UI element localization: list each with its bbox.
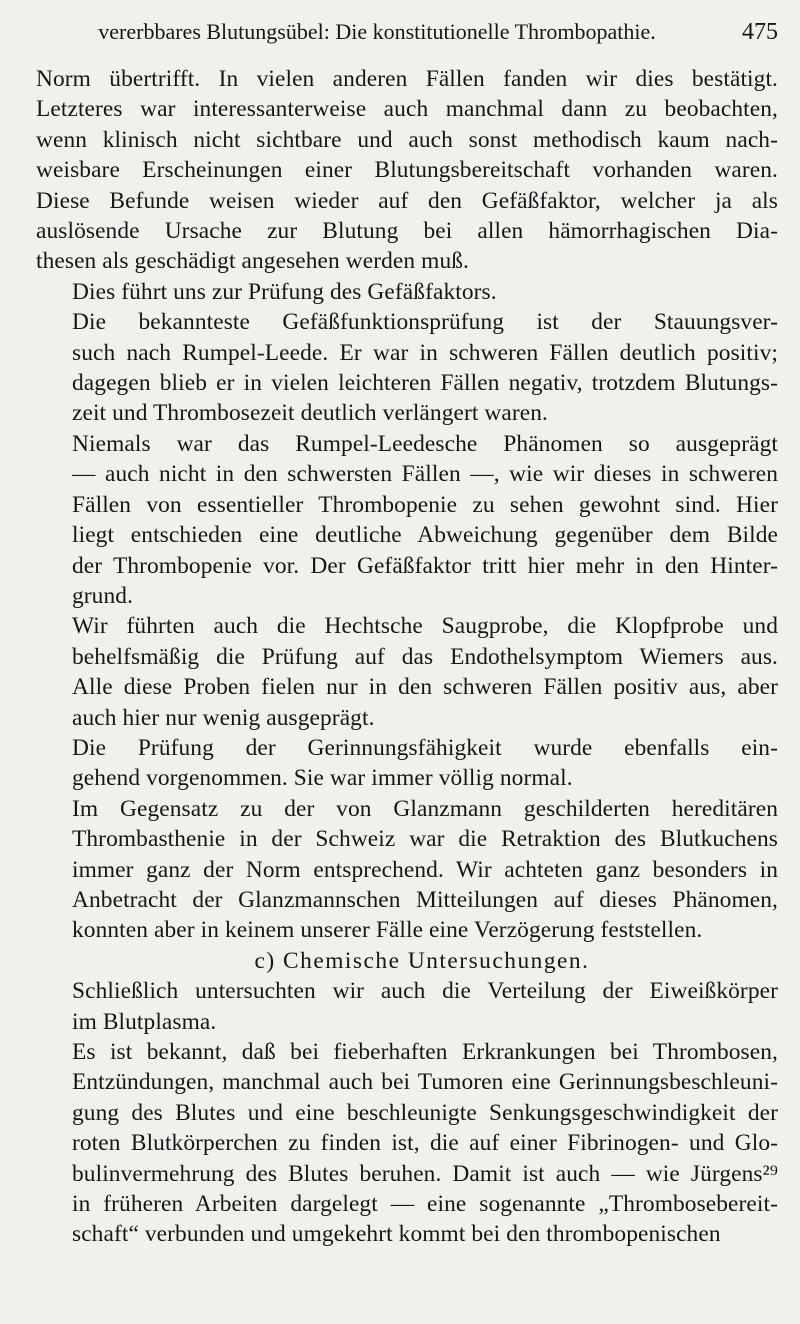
- text-line: Wir führten auch die Hechtsche Saugprobe, die Klopfprobe und: [72, 613, 778, 640]
- paragraph: [36, 733, 778, 794]
- text-line: Fällen von essentieller Thrombopenie zu sehen gewohnt sind. Hier: [72, 491, 778, 518]
- text-line: roten Blutkörperchen zu finden ist, die auf einer Fibrinogen- und Glo-: [72, 1130, 778, 1157]
- text-line: auslösende Ursache zur Blutung bei allen hämorrhagischen Dia-: [36, 218, 778, 245]
- text-line: gehend vorgenommen. Sie war immer völlig normal.: [72, 765, 573, 792]
- text-line: Letzteres war interessanterweise auch manchmal dann zu beobachten,: [36, 96, 778, 123]
- text-line: auch hier nur wenig ausgeprägt.: [72, 704, 375, 731]
- text-line: Diese Befunde weisen wieder auf den Gefäßfaktor, welcher ja als: [36, 187, 778, 214]
- paragraph: [36, 611, 778, 733]
- body-text: [36, 64, 778, 1250]
- text-line: Anbetracht der Glanzmannschen Mitteilungen auf dieses Phänomen,: [72, 886, 778, 913]
- paragraph: [36, 794, 778, 946]
- text-line: grund.: [72, 582, 134, 609]
- text-line: konnten aber in keinem unserer Fälle eine Verzögerung feststellen.: [72, 917, 703, 944]
- text-line: Im Gegensatz zu der von Glanzmann geschilderten hereditären: [72, 795, 778, 822]
- text-line: — auch nicht in den schwersten Fällen —, wie wir dieses in schweren: [72, 461, 778, 488]
- text-line: in früheren Arbeiten dargelegt — eine sogenannte „Thrombosebereit-: [72, 1191, 778, 1218]
- text-line: Die Prüfung der Gerinnungsfähigkeit wurde ebenfalls ein-: [72, 734, 778, 761]
- paragraph: [36, 64, 778, 277]
- section-heading: c) Chemische Untersuchungen.: [254, 947, 590, 974]
- text-line: Alle diese Proben fielen nur in den schweren Fällen positiv aus, aber: [72, 674, 778, 701]
- text-line: schaft“ verbunden und umgekehrt kommt bei den thrombopenischen: [72, 1221, 721, 1248]
- running-header: [36, 12, 778, 52]
- text-line: such nach Rumpel-Leede. Er war in schweren Fällen deutlich positiv;: [72, 339, 778, 366]
- text-line: dagegen blieb er in vielen leichteren Fällen negativ, trotzdem Blutungs-: [72, 370, 778, 397]
- text-line: wenn klinisch nicht sichtbare und auch sonst methodisch kaum nach-: [36, 126, 778, 153]
- text-line: Dies führt uns zur Prüfung des Gefäßfaktors.: [72, 278, 497, 305]
- text-line: immer ganz der Norm entsprechend. Wir achteten ganz besonders in: [72, 856, 778, 883]
- paragraph: [36, 976, 778, 1037]
- paragraph: [36, 307, 778, 429]
- text-line: im Blutplasma.: [72, 1008, 217, 1035]
- text-line: thesen als geschädigt angesehen werden muß.: [36, 248, 469, 275]
- text-line: weisbare Erscheinungen einer Blutungsbereitschaft vorhanden waren.: [36, 157, 778, 184]
- paragraph: [36, 277, 778, 307]
- text-line: bulinvermehrung des Blutes beruhen. Damit ist auch — wie Jürgens²⁹: [72, 1160, 778, 1187]
- text-line: Entzündungen, manchmal auch bei Tumoren eine Gerinnungsbeschleuni-: [72, 1069, 778, 1096]
- text-line: der Thrombopenie vor. Der Gefäßfaktor tritt hier mehr in den Hinter-: [72, 552, 778, 579]
- text-line: behelfsmäßig die Prüfung auf das Endothelsymptom Wiemers aus.: [72, 643, 778, 670]
- text-line: Schließlich untersuchten wir auch die Verteilung der Eiweißkörper: [72, 978, 778, 1005]
- text-line: Niemals war das Rumpel-Leedesche Phänomen so ausgeprägt: [72, 430, 778, 457]
- text-line: gung des Blutes und eine beschleunigte Senkungsgeschwindigkeit der: [72, 1099, 778, 1126]
- text-line: Thrombasthenie in der Schweiz war die Retraktion des Blutkuchens: [72, 826, 778, 853]
- text-line: Norm übertrifft. In vielen anderen Fällen fanden wir dies bestätigt.: [36, 66, 778, 92]
- paragraph: [36, 1037, 778, 1250]
- page-number: 475: [742, 19, 778, 45]
- text-line: zeit und Thrombosezeit deutlich verlängert waren.: [72, 400, 549, 427]
- text-line: liegt entschieden eine deutliche Abweichung gegenüber dem Bilde: [72, 522, 778, 549]
- running-title: vererbbares Blutungsübel: Die konstitutionelle Thrombopathie.: [98, 19, 656, 44]
- paragraph: [36, 429, 778, 611]
- text-line: Die bekannteste Gefäßfunktionsprüfung ist der Stauungsver-: [72, 309, 778, 336]
- text-line: Es ist bekannt, daß bei fieberhaften Erkrankungen bei Thrombosen,: [72, 1039, 778, 1065]
